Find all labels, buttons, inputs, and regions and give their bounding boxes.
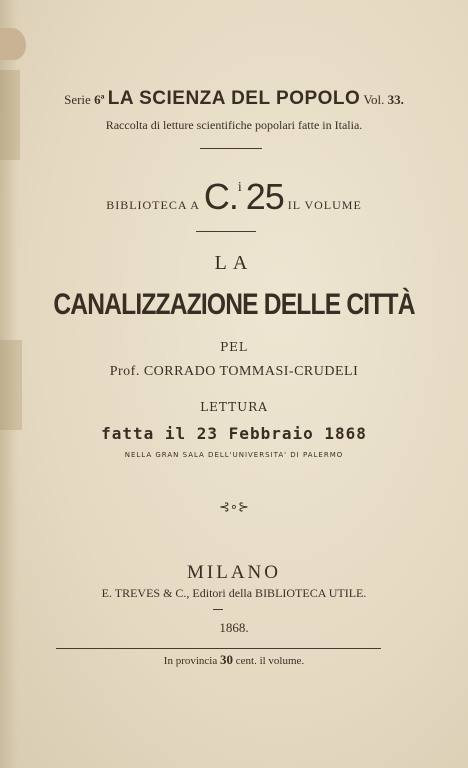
author-name: Prof. CORRADO TOMMASI-CRUDELI <box>109 364 359 379</box>
lecture-venue: NELLA GRAN SALA DELL'UNIVERSITA' DI PALERMO <box>124 451 344 459</box>
series-prefix: Serie <box>64 92 91 107</box>
price-prefix: BIBLIOTECA A <box>106 198 200 212</box>
divider <box>213 609 223 610</box>
provincial-suffix: cent. il volume. <box>235 655 305 667</box>
main-title: CANALIZZAZIONE DELLE CITTÀ <box>53 288 415 321</box>
publisher-name: E. TREVES & C., Editori della BIBLIOTECA UTILE. <box>101 586 367 600</box>
ornament-icon: ⊰∘⊱ <box>219 500 249 515</box>
price-superscript: i <box>237 180 242 195</box>
paper-tear <box>0 28 26 60</box>
provincial-price-number: 30 <box>220 652 233 667</box>
provincial-price <box>0 652 468 668</box>
price-line <box>0 176 468 218</box>
price-amount: 25 <box>245 176 284 217</box>
lecture-date: fatta il 23 Febbraio 1868 <box>101 424 367 443</box>
collection-title: LA SCIENZA DEL POPOLO <box>107 88 361 109</box>
volume-number: 33. <box>387 92 404 107</box>
footer-rule <box>56 648 381 649</box>
publisher-city: MILANO <box>187 562 281 583</box>
price-suffix: IL VOLUME <box>287 198 362 212</box>
paper-stain <box>0 70 20 160</box>
pel-label: PEL <box>220 340 248 354</box>
divider <box>200 148 262 149</box>
divider <box>196 231 256 232</box>
price-currency: C. <box>203 176 238 217</box>
provincial-prefix: In provincia <box>163 655 218 667</box>
lecture-label: LETTURA <box>200 400 268 414</box>
series-line <box>0 88 468 110</box>
series-number: 6ª <box>94 92 105 107</box>
publication-year: 1868. <box>219 620 249 635</box>
volume-label: Vol. <box>363 92 385 107</box>
collection-subtitle: Raccolta di letture scientifiche popolari fatte in Italia. <box>105 118 363 132</box>
title-article: LA <box>214 252 254 274</box>
